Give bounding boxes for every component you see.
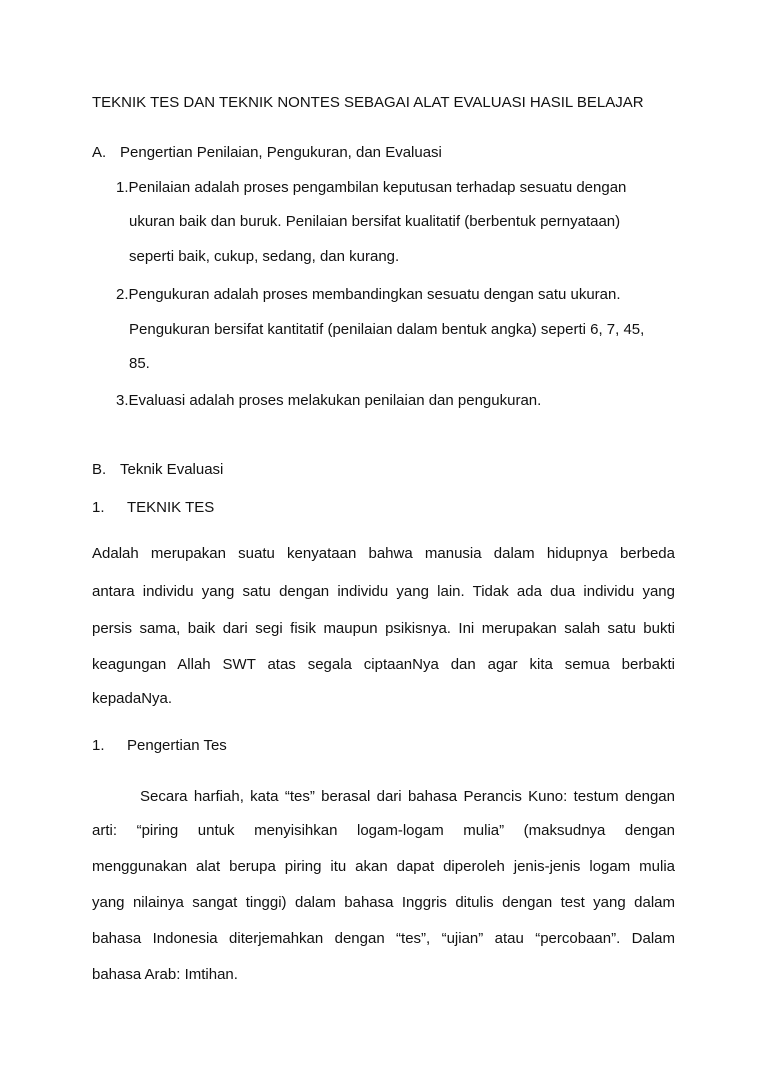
- subsection-1-number: 1.: [92, 499, 105, 516]
- list-item-2-line-1: 2.Pengukuran adalah proses membandingkan sesuatu dengan satu ukuran.: [116, 286, 621, 303]
- paragraph-1-line: keagungan Allah SWT atas segala ciptaanNya dan agar kita semua berbakti: [92, 656, 675, 673]
- list-item-2-line-2: Pengukuran bersifat kantitatif (penilaian dalam bentuk angka) seperti 6, 7, 45,: [129, 321, 645, 338]
- list-item-1-line-3: seperti baik, cukup, sedang, dan kurang.: [129, 248, 400, 265]
- section-b-marker: B.: [92, 461, 107, 478]
- section-b-heading: Teknik Evaluasi: [120, 461, 224, 478]
- paragraph-1-line: antara individu yang satu dengan individu yang lain. Tidak ada dua individu yang: [92, 583, 675, 600]
- paragraph-2-line: yang nilainya sangat tinggi) dalam bahasa Inggris ditulis dengan test yang dalam: [92, 894, 675, 911]
- subsection-1-heading: TEKNIK TES: [127, 499, 215, 516]
- section-a-marker: A.: [92, 144, 107, 161]
- subsection-2-number: 1.: [92, 737, 105, 754]
- subsection-2-heading: Pengertian Tes: [127, 737, 227, 754]
- paragraph-2-line: arti: “piring untuk menyisihkan logam-logam mulia” (maksudnya dengan: [92, 822, 675, 839]
- paragraph-2-line: menggunakan alat berupa piring itu akan dapat diperoleh jenis-jenis logam mulia: [92, 858, 675, 875]
- document-title: TEKNIK TES DAN TEKNIK NONTES SEBAGAI ALAT EVALUASI HASIL BELAJAR: [92, 94, 644, 111]
- paragraph-1-line: Adalah merupakan suatu kenyataan bahwa manusia dalam hidupnya berbeda: [92, 545, 675, 562]
- paragraph-2-line: bahasa Arab: Imtihan.: [92, 966, 238, 983]
- list-item-2-line-3: 85.: [129, 355, 150, 372]
- paragraph-1-line: persis sama, baik dari segi fisik maupun psikisnya. Ini merupakan salah satu bukti: [92, 620, 675, 637]
- list-item-1-line-2: ukuran baik dan buruk. Penilaian bersifat kualitatif (berbentuk pernyataan): [129, 213, 621, 230]
- list-item-3-line-1: 3.Evaluasi adalah proses melakukan penilaian dan pengukuran.: [116, 392, 542, 409]
- list-item-1-line-1: 1.Penilaian adalah proses pengambilan keputusan terhadap sesuatu dengan: [116, 179, 627, 196]
- paragraph-1-line: kepadaNya.: [92, 690, 173, 707]
- paragraph-2-line: bahasa Indonesia diterjemahkan dengan “tes”, “ujian” atau “percobaan”. Dalam: [92, 930, 675, 947]
- paragraph-2-line: Secara harfiah, kata “tes” berasal dari bahasa Perancis Kuno: testum dengan: [140, 788, 675, 805]
- section-a-heading: Pengertian Penilaian, Pengukuran, dan Evaluasi: [120, 144, 442, 161]
